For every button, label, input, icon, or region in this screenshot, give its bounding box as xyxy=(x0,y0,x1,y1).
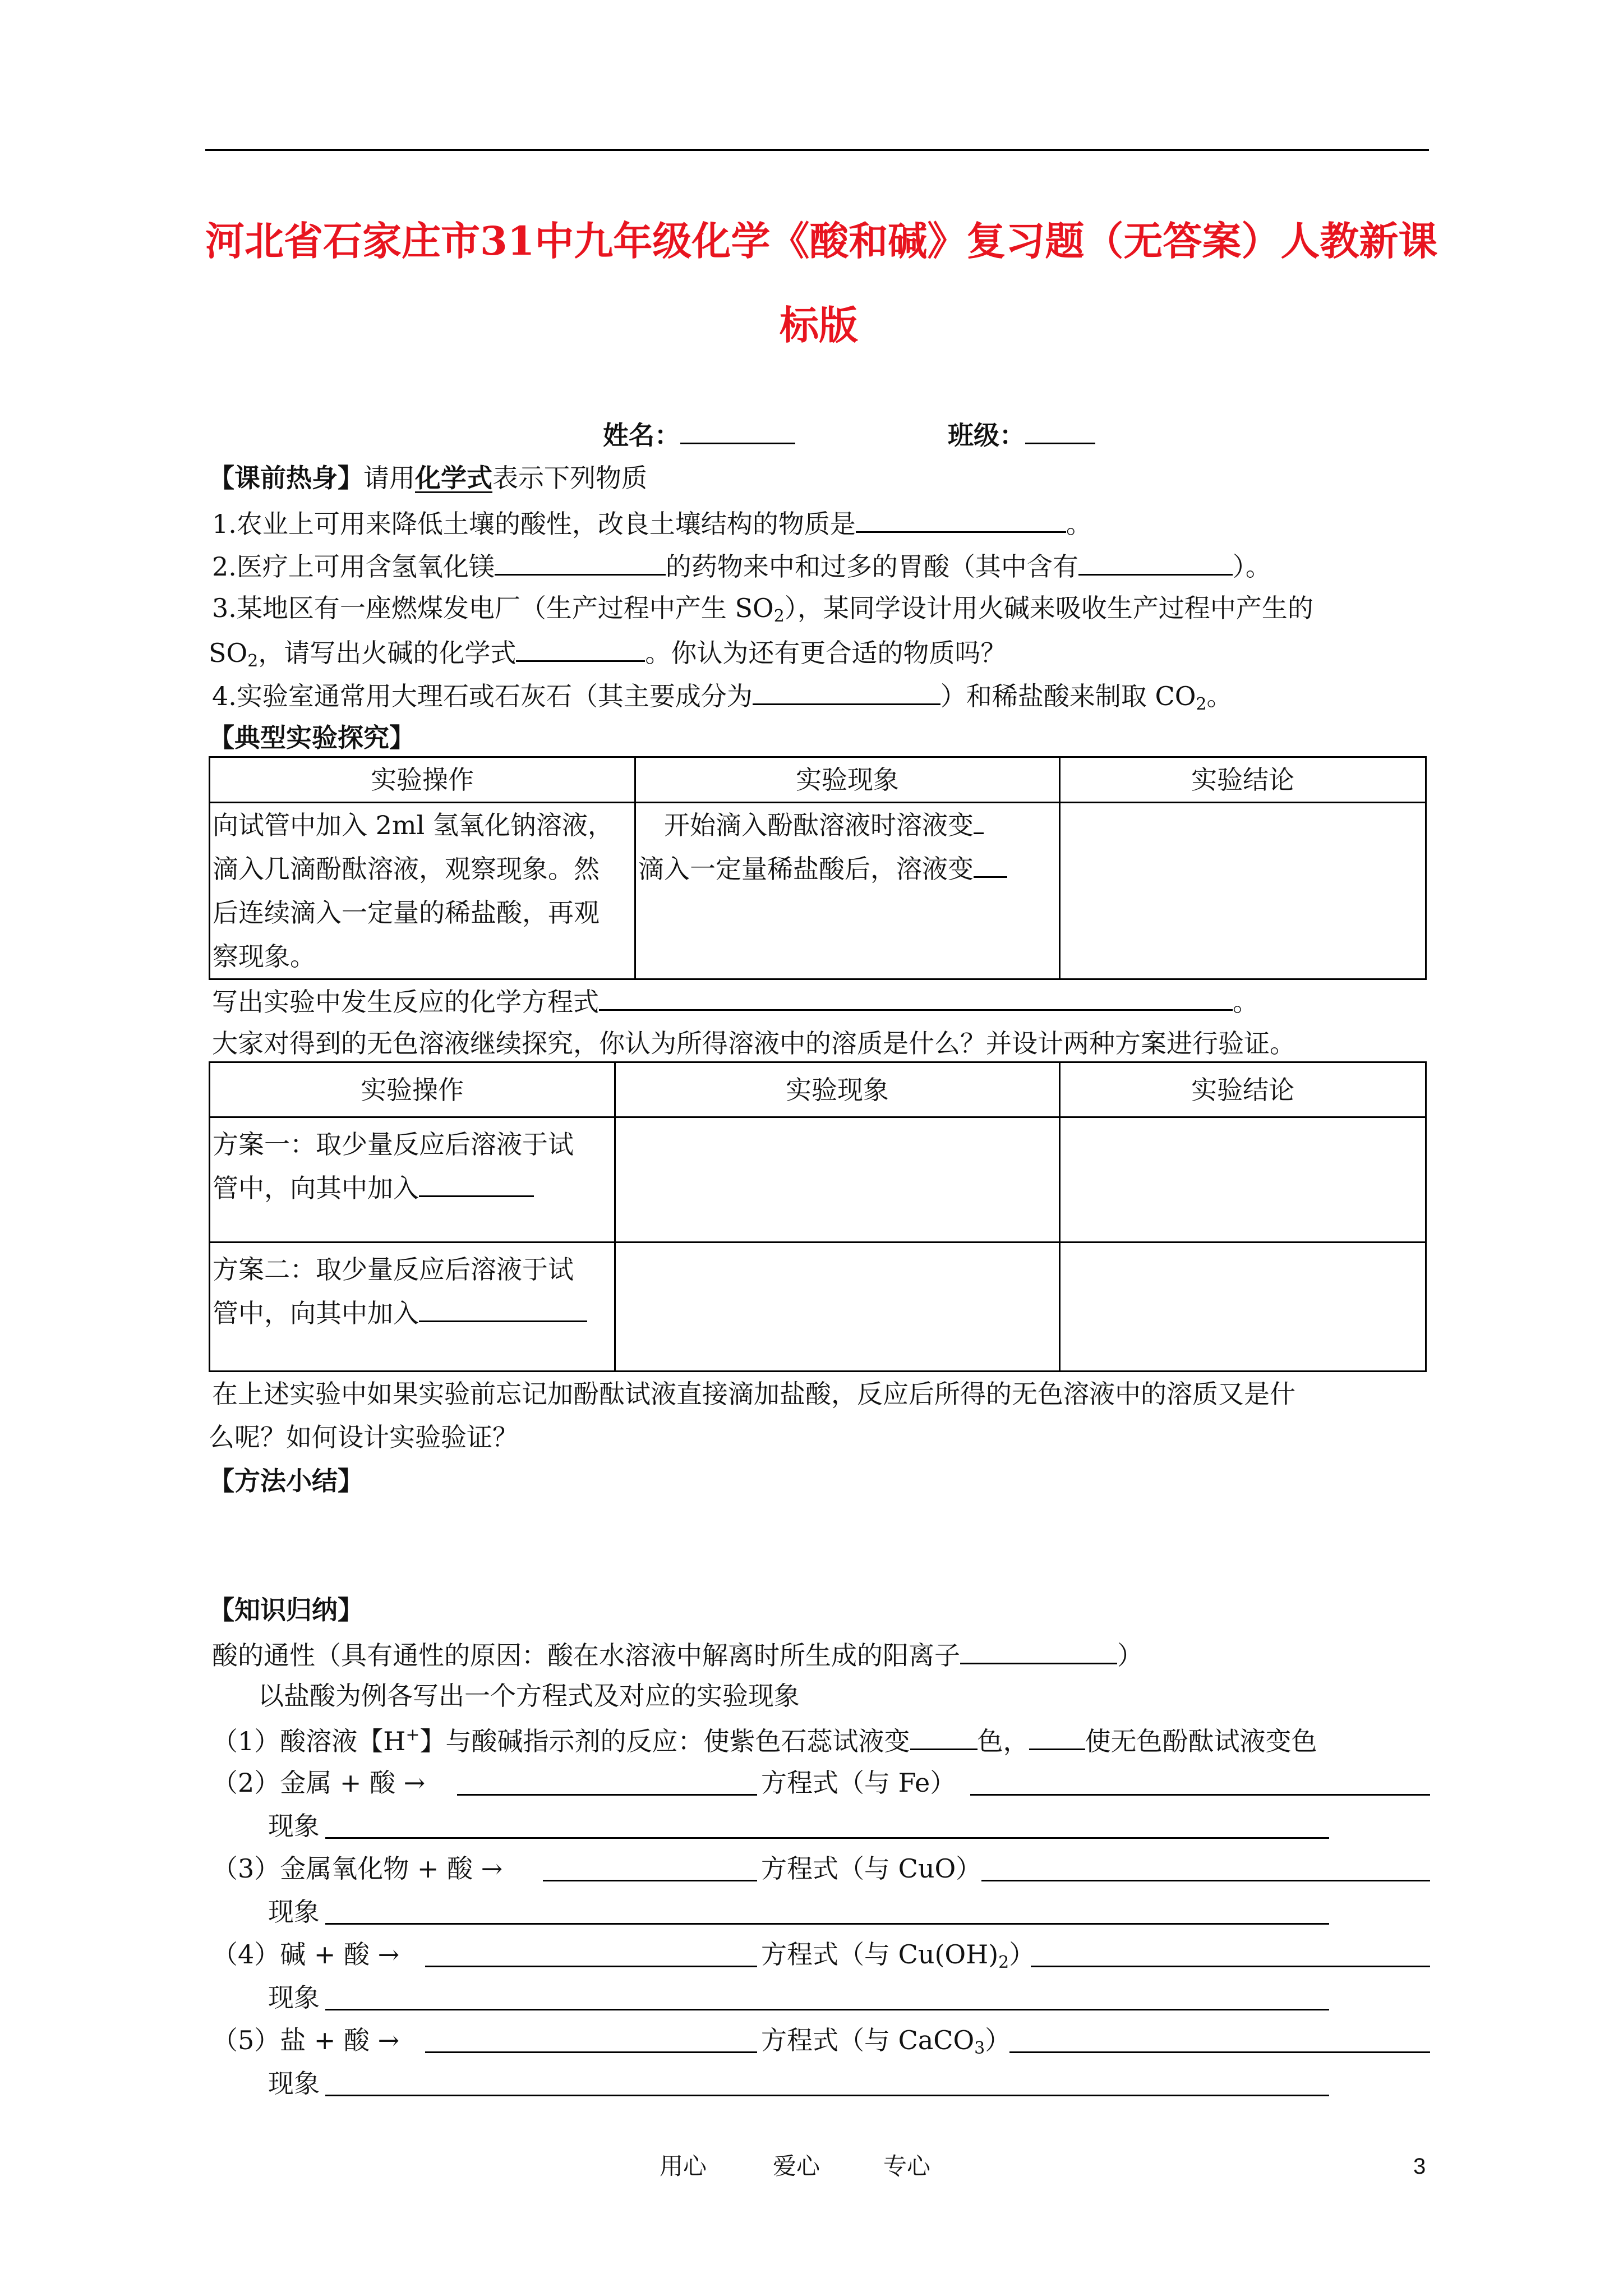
item-3-equation: 方程式（与 CuO） xyxy=(761,1853,982,1884)
warmup-heading: 【课前热身】 xyxy=(209,463,363,493)
class-label: 班级： xyxy=(948,420,1025,450)
method-summary-heading: 【方法小结】 xyxy=(209,1466,363,1496)
q1-blank[interactable] xyxy=(856,505,1066,533)
q3-text: 3.某地区有一座燃煤发电厂（生产过程中产生 SO xyxy=(212,593,774,623)
item5-reaction-blank[interactable] xyxy=(425,2051,757,2053)
footer-word-3: 专心 xyxy=(883,2152,931,2180)
t2-plan1-cell xyxy=(210,1117,615,1243)
experiment-table-1 xyxy=(209,756,1427,980)
warmup-intro-pre: 请用 xyxy=(363,463,415,493)
item1-end: 使无色酚酞试液变色 xyxy=(1085,1726,1317,1756)
t2-header-conclusion: 实验结论 xyxy=(1060,1062,1426,1117)
page-title-line2: 标版 xyxy=(780,302,858,348)
item-4-label: （4）碱 + 酸 → xyxy=(212,1939,400,1970)
t2-plan2-blank[interactable] xyxy=(419,1295,587,1322)
name-label: 姓名： xyxy=(603,420,680,450)
item2-equation-blank[interactable] xyxy=(970,1794,1430,1796)
item-2-label: （2）金属 + 酸 → xyxy=(212,1768,426,1798)
item-4-phenomenon: 现象 xyxy=(268,1982,320,2013)
q3-text-post: ），某同学设计用火碱来吸收生产过程中产生的 xyxy=(784,593,1313,623)
item3-phenomenon-blank[interactable] xyxy=(325,1923,1329,1925)
item1-blank-1[interactable] xyxy=(910,1723,978,1750)
t1-obs-text-1: 开始滴入酚酞溶液时溶液变 xyxy=(638,810,974,840)
q1-text: 1.农业上可用来降低土壤的酸性，改良土壤结构的物质是 xyxy=(212,509,856,539)
page-title-line1: 河北省石家庄市31中九年级化学《酸和碱》复习题（无答案）人教新课 xyxy=(205,218,1438,264)
t1-obs-blank-2[interactable] xyxy=(974,850,1007,878)
acid-common-text: 酸的通性（具有通性的原因：酸在水溶液中解离时所生成的阳离子 xyxy=(212,1640,960,1671)
t2-header-operation: 实验操作 xyxy=(210,1062,615,1117)
t2-plan2-conclusion[interactable] xyxy=(1060,1243,1426,1372)
item1-sup: + xyxy=(405,1725,420,1745)
t2-header-phenomenon: 实验现象 xyxy=(615,1062,1060,1117)
footer-word-2: 爱心 xyxy=(773,2152,820,2180)
item3-equation-blank[interactable] xyxy=(981,1880,1430,1881)
t2-plan1-phenomenon[interactable] xyxy=(615,1117,1060,1243)
experiment-heading: 【典型实验探究】 xyxy=(209,723,415,753)
item-2-phenomenon: 现象 xyxy=(268,1811,320,1841)
item1-mid2: 色， xyxy=(977,1726,1029,1756)
warmup-intro xyxy=(209,461,647,495)
warmup-intro-underlined: 化学式 xyxy=(415,463,492,493)
t1-header-conclusion: 实验结论 xyxy=(1060,757,1426,803)
equation-line xyxy=(212,983,1258,1019)
knowledge-heading: 【知识归纳】 xyxy=(209,1595,363,1625)
header-rule xyxy=(205,149,1429,151)
class-blank[interactable] xyxy=(1025,417,1095,444)
q3-so-sub: 2 xyxy=(247,651,259,671)
item4-equation-blank[interactable] xyxy=(1031,1966,1430,1967)
question-3-line2 xyxy=(209,634,1006,670)
item1-blank-2[interactable] xyxy=(1029,1723,1085,1750)
forgot-line-1: 在上述实验中如果实验前忘记加酚酞试液直接滴加盐酸，反应后所得的无色溶液中的溶质又是什 xyxy=(212,1379,1295,1409)
item1-mid: 】与酸碱指示剂的反应：使紫色石蕊试液变 xyxy=(419,1726,910,1756)
item4-phenomenon-blank[interactable] xyxy=(325,2009,1329,2010)
item-3-label: （3）金属氧化物 + 酸 → xyxy=(212,1853,503,1884)
t1-op-line: 后连续滴入一定量的稀盐酸，再观 xyxy=(213,898,600,928)
q4-text: 4.实验室通常用大理石或石灰石（其主要成分为 xyxy=(212,681,753,711)
q4-end: 。 xyxy=(1206,681,1233,711)
item2-phenomenon-blank[interactable] xyxy=(325,1837,1329,1839)
item4-eq-end: ） xyxy=(1009,1939,1035,1970)
t1-obs-line-1 xyxy=(638,803,1057,847)
t2-plan1-blank[interactable] xyxy=(419,1170,534,1197)
t1-obs-text-2: 滴入一定量稀盐酸后，溶液变 xyxy=(638,854,974,884)
q4-mid: ）和稀盐酸来制取 CO xyxy=(940,681,1196,711)
acid-common-line xyxy=(212,1637,1143,1672)
acid-example-line: 以盐酸为例各写出一个方程式及对应的实验现象 xyxy=(258,1681,800,1711)
t1-op-line: 滴入几滴酚酞溶液，观察现象。然 xyxy=(213,854,600,884)
question-4 xyxy=(212,678,1233,713)
q2-end: ）。 xyxy=(1232,551,1271,582)
item5-eq-text: 方程式（与 CaCO xyxy=(761,2025,975,2055)
footer-word-1: 用心 xyxy=(660,2152,707,2180)
item2-reaction-blank[interactable] xyxy=(457,1794,757,1796)
t1-header-phenomenon: 实验现象 xyxy=(635,757,1060,803)
q3-sub: 2 xyxy=(773,606,785,626)
item5-eq-end: ） xyxy=(985,2025,1011,2055)
t1-obs-line-2 xyxy=(638,847,1057,891)
item5-phenomenon-blank[interactable] xyxy=(325,2095,1329,2096)
item-5-phenomenon: 现象 xyxy=(268,2068,320,2099)
q2-blank-2[interactable] xyxy=(1078,548,1233,576)
warmup-intro-post: 表示下列物质 xyxy=(492,463,647,493)
question-1 xyxy=(212,505,1092,541)
q2-text: 2.医疗上可用含氢氧化镁 xyxy=(212,551,495,582)
item4-eq-sub: 2 xyxy=(998,1953,1009,1972)
t1-phenomenon-cell xyxy=(635,803,1060,979)
t2-plan2-text: 管中，向其中加入 xyxy=(213,1298,419,1328)
explore-line: 大家对得到的无色溶液继续探究，你认为所得溶液中的溶质是什么？并设计两种方案进行验证。 xyxy=(212,1028,1295,1059)
t2-plan1-line: 方案一：取少量反应后溶液于试 xyxy=(213,1129,574,1159)
item-5-equation xyxy=(761,2023,1011,2057)
equation-prompt: 写出实验中发生反应的化学方程式 xyxy=(212,987,599,1017)
item-2-equation: 方程式（与 Fe） xyxy=(761,1768,956,1798)
question-2 xyxy=(212,548,1271,583)
q3-blank[interactable] xyxy=(516,634,645,662)
item-3-phenomenon: 现象 xyxy=(268,1897,320,1927)
t2-plan2-phenomenon[interactable] xyxy=(615,1243,1060,1372)
q3-line2-end: 。你认为还有更合适的物质吗？ xyxy=(645,638,1007,668)
t1-obs-blank-1[interactable] xyxy=(974,807,984,834)
t2-plan2-line2 xyxy=(213,1291,612,1335)
item-5-label: （5）盐 + 酸 → xyxy=(212,2025,400,2055)
class-field xyxy=(948,417,1095,452)
name-field xyxy=(603,417,795,452)
t1-header-operation: 实验操作 xyxy=(210,757,635,803)
q4-blank[interactable] xyxy=(753,678,940,705)
item4-eq-text: 方程式（与 Cu(OH) xyxy=(761,1939,999,1970)
q3-so: SO xyxy=(209,638,248,668)
t1-conclusion-cell[interactable] xyxy=(1060,803,1426,979)
q3-line2-text: ，请写出火碱的化学式 xyxy=(258,638,517,668)
t1-op-line: 察现象。 xyxy=(213,941,316,972)
q4-sub: 2 xyxy=(1196,694,1207,714)
q2-mid: 的药物来中和过多的胃酸（其中含有 xyxy=(665,551,1078,582)
acid-cation-blank[interactable] xyxy=(960,1637,1117,1664)
t2-plan1-text: 管中，向其中加入 xyxy=(213,1173,419,1203)
item3-reaction-blank[interactable] xyxy=(543,1880,757,1881)
item-1 xyxy=(212,1723,1317,1758)
item5-eq-sub: 3 xyxy=(974,2039,985,2058)
item1-text: （1）酸溶液【H xyxy=(212,1726,406,1756)
page-number: 3 xyxy=(1413,2154,1426,2179)
experiment-table-2 xyxy=(209,1061,1427,1372)
forgot-line-2: 么呢？如何设计实验验证？ xyxy=(209,1422,518,1452)
question-3-line1 xyxy=(212,591,1313,625)
t2-plan1-conclusion[interactable] xyxy=(1060,1117,1426,1243)
acid-common-end: ） xyxy=(1117,1640,1143,1671)
item-4-equation xyxy=(761,1938,1035,1971)
equation-blank[interactable] xyxy=(599,983,1233,1011)
t2-plan1-line2 xyxy=(213,1166,612,1210)
t1-op-line: 向试管中加入 2ml 氢氧化钠溶液， xyxy=(213,810,614,840)
equation-end: 。 xyxy=(1233,987,1258,1017)
t2-plan2-cell xyxy=(210,1243,615,1372)
t2-plan2-line: 方案二：取少量反应后溶液于试 xyxy=(213,1254,574,1285)
q2-blank-1[interactable] xyxy=(495,548,666,576)
name-blank[interactable] xyxy=(680,417,795,444)
item5-equation-blank[interactable] xyxy=(1009,2051,1430,2053)
t1-operation-cell xyxy=(210,803,635,979)
q1-end: 。 xyxy=(1066,509,1092,539)
item4-reaction-blank[interactable] xyxy=(425,1966,757,1967)
